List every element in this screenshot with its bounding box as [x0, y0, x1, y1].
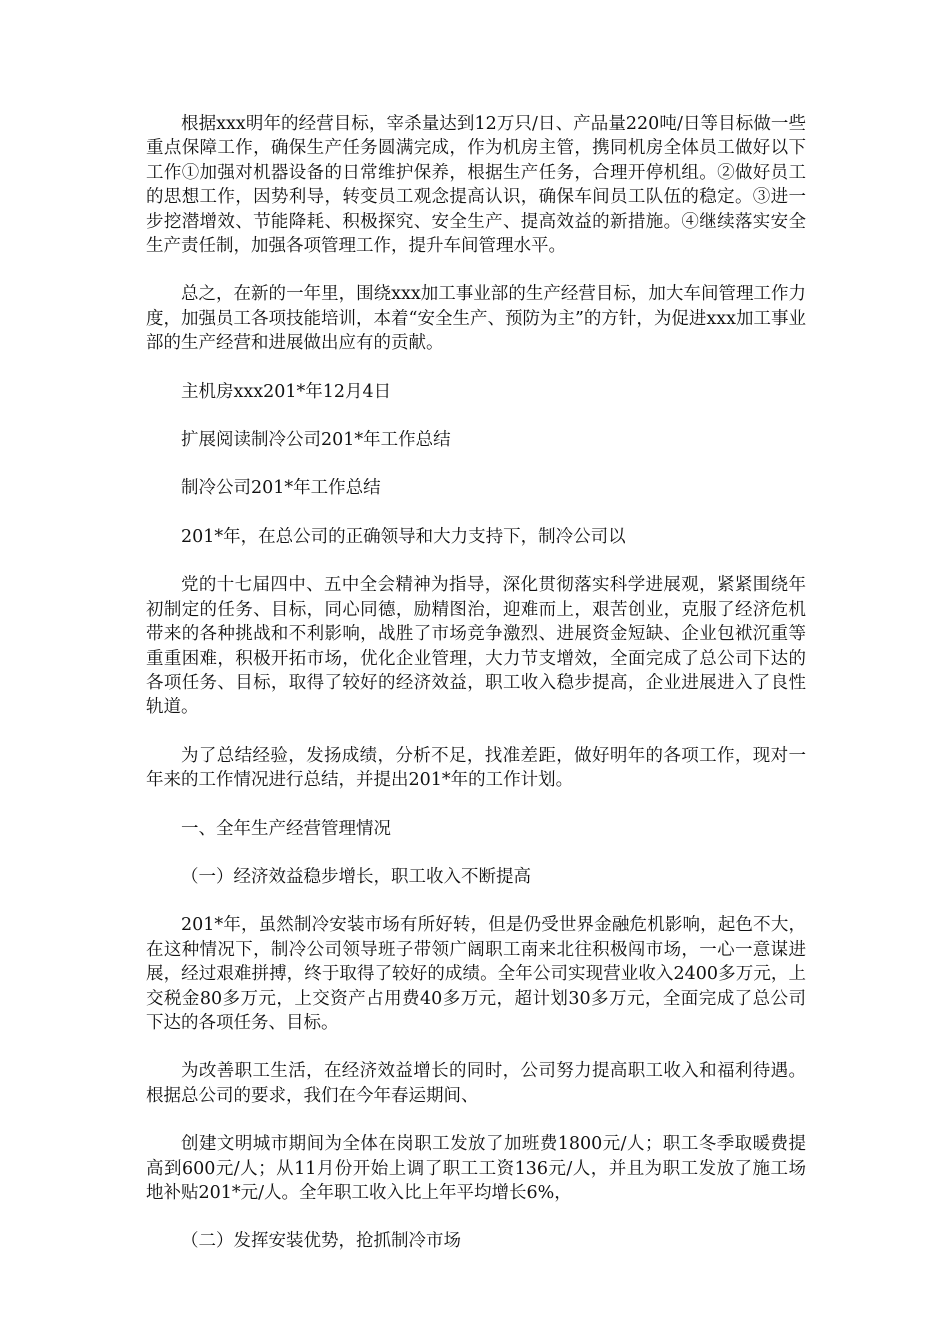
paragraph-wage-increase: 创建文明城市期间为全体在岗职工发放了加班费1800元/人；职工冬季取暖费提高到600元/人；从11月份开始上调了职工工资136元/人，并且为职工发放了施工场地补贴201*元/人。全年职工收入比上年平均增长6%，: [146, 1134, 806, 1203]
paragraph-guidance: 党的十七届四中、五中全会精神为指导，深化贯彻落实科学进展观，紧紧围绕年初制定的任务、目标，同心同德，励精图治，迎难而上，艰苦创业，克服了经济危机带来的各种挑战和不利影响，战胜了市场竞争激烈、进展资金短缺、企业包袱沉重等重重困难，积极开拓市场，优化企业管理，大力节支增效，全面完成了总公司下达的各项任务、目标，取得了较好的经济效益，职工收入稳步提高，企业进展进入了良性轨道。: [146, 575, 806, 718]
paragraph-extended-reading: 扩展阅读制冷公司201*年工作总结: [181, 430, 451, 451]
heading-section-one: 一、全年生产经营管理情况: [181, 818, 391, 839]
paragraph-conclusion: 总之，在新的一年里，围绕xxx加工事业部的生产经营目标，加大车间管理工作力度，加强员工各项技能培训，本着“安全生产、预防为主”的方针，为促进xxx加工事业部的生产经营和进展做出应有的贡献。: [146, 284, 806, 354]
paragraph-summary-purpose: 为了总结经验，发扬成绩，分析不足，找准差距，做好明年的各项工作，现对一年来的工作情况进行总结，并提出201*年的工作计划。: [146, 745, 806, 791]
paragraph-report-title: 制冷公司201*年工作总结: [181, 478, 381, 499]
heading-subsection-two: （二）发挥安装优势，抢抓制冷市场: [181, 1231, 461, 1252]
document-body: [146, 112, 806, 1254]
heading-subsection-one: （一）经济效益稳步增长，职工收入不断提高: [181, 866, 531, 887]
paragraph-signature-date: 主机房xxx201*年12月4日: [181, 381, 392, 402]
paragraph-opening: 201*年，在总公司的正确领导和大力支持下，制冷公司以: [181, 526, 626, 547]
paragraph-welfare: 为改善职工生活，在经济效益增长的同时，公司努力提高职工收入和福利待遇。根据总公司的要求，我们在今年春运期间、: [146, 1061, 806, 1106]
paragraph-economic-results: 201*年，虽然制冷安装市场有所好转，但是仍受世界金融危机影响，起色不大，在这种情况下，制冷公司领导班子带领广阔职工南来北往积极闯市场，一心一意谋进展，经过艰难拼搏，终于取得了较好的成绩。全年公司实现营业收入2400多万元，上交税金80多万元，上交资产占用费40多万元，超计划30多万元，全面完成了总公司下达的各项任务、目标。: [146, 915, 806, 1033]
paragraph-production-targets: 根据xxx明年的经营目标，宰杀量达到12万只/日、产品量220吨/日等目标做一些重点保障工作，确保生产任务圆满完成，作为机房主管，携同机房全体员工做好以下工作①加强对机器设备的日常维护保养，根据生产任务，合理开停机组。②做好员工的思想工作，因势利导，转变员工观念提高认识，确保车间员工队伍的稳定。③进一步挖潜增效、节能降耗、积极探究、安全生产、提高效益的新措施。④继续落实安全生产责任制，加强各项管理工作，提升车间管理水平。: [146, 114, 806, 257]
